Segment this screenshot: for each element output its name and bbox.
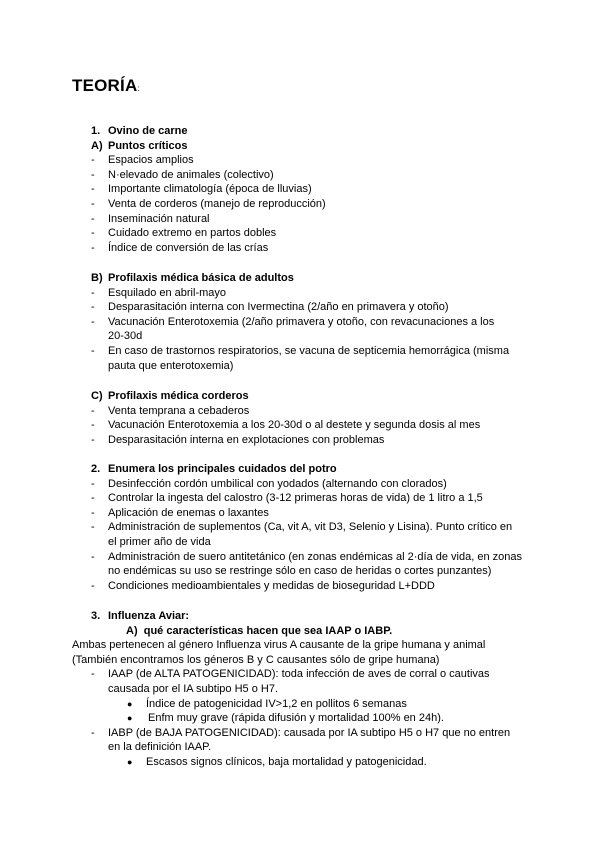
question-body: qué características hacen que sea IAAP o IABP.: [143, 624, 393, 637]
item-text: Cuidado extremo en partos dobles: [108, 227, 277, 240]
list-item: [0, 418, 600, 433]
dash-marker: -: [91, 419, 95, 432]
list-item: [0, 212, 600, 227]
dash-marker: -: [91, 521, 95, 534]
list-item: [0, 344, 600, 359]
item-text: Administración de suero antitetánico (en zonas endémicas al 2·día de vida, en zonas: [108, 550, 522, 563]
list-item: [0, 182, 600, 197]
list-item: [0, 197, 600, 212]
section-title: Ovino de carne: [108, 125, 188, 137]
list-item: [0, 286, 600, 301]
item-text: Desparasitación interna con Ivermectina (2/año en primavera y otoño): [108, 301, 449, 314]
paragraph-line: [0, 638, 600, 653]
list-item: [0, 667, 600, 682]
list-item: [0, 491, 600, 506]
bullet-text: Escasos signos clínicos, baja mortalidad y patogenicidad.: [146, 755, 427, 768]
list-item-continuation: [0, 682, 600, 697]
dash-marker: -: [91, 183, 95, 196]
list-item: [0, 226, 600, 241]
subsection-c: [0, 389, 600, 447]
item-text: Desparasitación interna en explotaciones con problemas: [108, 433, 385, 446]
list-item: [0, 241, 600, 256]
item-text: Venta de corderos (manejo de reproducción): [108, 197, 326, 210]
bullet-item: [0, 711, 600, 726]
item-text: Controlar la ingesta del calostro (3-12 primeras horas de vida) de 1 litro a 1,5: [108, 492, 483, 505]
subsection-title: Profilaxis médica básica de adultos: [108, 272, 294, 284]
item-text: Administración de suplementos (Ca, vit A, vit D3, Selenio y Lisina). Punto crítico en: [108, 521, 513, 534]
item-text: el primer año de vida: [108, 535, 211, 548]
dash-marker: -: [91, 197, 95, 210]
section-title: Influenza Aviar:: [108, 610, 190, 622]
bullet-marker: ●: [127, 713, 133, 724]
item-text: Aplicación de enemas o laxantes: [108, 506, 269, 519]
bullet-text: Índice de patogenicidad IV>1,2 en pollitos 6 semanas: [146, 697, 407, 710]
list-item-continuation: [0, 359, 600, 374]
bullet-item: [0, 697, 600, 712]
item-text: Desinfección cordón umbilical con yodados (alternando con clorados): [108, 477, 447, 490]
dash-marker: -: [91, 301, 95, 314]
dash-marker: -: [91, 344, 95, 357]
item-text: Importante climatología (época de lluvias): [108, 183, 312, 196]
list-item: [0, 477, 600, 492]
section-title: Enumera los principales cuidados del potro: [108, 463, 337, 475]
list-item: [0, 433, 600, 448]
list-item: [0, 300, 600, 315]
item-text: Vacunación Enterotoxemia a los 20-30d o al destete y segunda dosis al mes: [108, 419, 481, 432]
item-text: 20-30d: [108, 330, 143, 343]
list-item-continuation: [0, 740, 600, 755]
subsection-heading: [0, 139, 600, 154]
dash-marker: -: [91, 477, 95, 490]
item-text: En caso de trastornos respiratorios, se vacuna de septicemia hemorrágica (misma: [108, 344, 510, 357]
dash-marker: -: [91, 241, 95, 254]
item-text: en la definición IAAP.: [108, 741, 212, 754]
list-item: [0, 579, 600, 594]
dash-marker: -: [91, 726, 95, 739]
section-influenza: [0, 609, 600, 770]
item-text: Espacios amplios: [108, 154, 194, 167]
dash-marker: -: [91, 286, 95, 299]
dash-marker: -: [91, 668, 95, 681]
item-text: pauta que enterotoxemia): [108, 359, 234, 372]
dash-marker: -: [91, 506, 95, 519]
title-text: TEORÍA: [72, 76, 138, 95]
list-item: [0, 550, 600, 565]
item-text: IAAP (de ALTA PATOGENICIDAD): toda infección de aves de corral o cautivas: [108, 668, 490, 681]
list-item: [0, 726, 600, 741]
item-text: Índice de conversión de las crías: [108, 241, 269, 254]
item-text: IABP (de BAJA PATOGENICIDAD): causada por IA subtipo H5 o H7 que no entren: [108, 726, 511, 739]
section-number: 2.: [91, 463, 101, 475]
list-item-continuation: [0, 564, 600, 579]
paragraph-text: Ambas pertenecen al género Influenza virus A causante de la gripe humana y animal: [72, 639, 486, 652]
subsection-letter: B): [91, 272, 103, 284]
question-letter: A): [126, 624, 138, 637]
section-number: 3.: [91, 610, 101, 622]
subsection-heading: [0, 271, 600, 286]
section-heading: [0, 462, 600, 477]
question-heading: [0, 624, 600, 639]
paragraph-line: [0, 653, 600, 668]
bullet-marker: ●: [127, 756, 133, 767]
subsection-heading: [0, 389, 600, 404]
bullet-marker: ●: [127, 698, 133, 709]
bullet-item: [0, 755, 600, 770]
dash-marker: -: [91, 433, 95, 446]
section-ovino: [0, 124, 600, 255]
subsection-letter: C): [91, 390, 103, 402]
title-mark: :: [137, 84, 140, 93]
subsection-b: [0, 271, 600, 373]
item-text: Condiciones medioambientales y medidas de bioseguridad L+DDD: [108, 579, 435, 592]
dash-marker: -: [91, 404, 95, 417]
list-item: [0, 315, 600, 330]
section-number: 1.: [91, 125, 101, 137]
dash-marker: -: [91, 315, 95, 328]
list-item-continuation: [0, 329, 600, 344]
subsection-letter: A): [91, 139, 103, 152]
item-text: Esquilado en abril-mayo: [108, 286, 227, 299]
question-text: [126, 624, 392, 639]
subsection-title: Puntos críticos: [108, 139, 188, 152]
section-heading: [0, 124, 600, 139]
item-text: Vacunación Enterotoxemia (2/año primavera y otoño, con revacunaciones a los: [108, 315, 495, 328]
item-text: no endémicas su uso se restringe sólo en caso de heridas o cortes punzantes): [108, 565, 492, 578]
dash-marker: -: [91, 154, 95, 167]
section-heading: [0, 609, 600, 624]
item-text: Venta temprana a cebaderos: [108, 404, 250, 417]
dash-marker: -: [91, 227, 95, 240]
list-item: [0, 506, 600, 521]
section-potro: [0, 462, 600, 593]
list-item: [0, 404, 600, 419]
dash-marker: -: [91, 212, 95, 225]
dash-marker: -: [91, 168, 95, 181]
page-title: [72, 76, 140, 99]
subsection-title: Profilaxis médica corderos: [108, 390, 249, 402]
list-item: [0, 153, 600, 168]
dash-marker: -: [91, 492, 95, 505]
item-text: N·elevado de animales (colectivo): [108, 168, 274, 181]
bullet-text: Enfm muy grave (rápida difusión y mortalidad 100% en 24h).: [148, 712, 444, 725]
paragraph-text: (También encontramos los géneros B y C causantes sólo de gripe humana): [72, 653, 440, 666]
item-text: Inseminación natural: [108, 212, 210, 225]
item-text: causada por el IA subtipo H5 o H7.: [108, 682, 278, 695]
dash-marker: -: [91, 579, 95, 592]
list-item: [0, 168, 600, 183]
list-item: [0, 520, 600, 535]
dash-marker: -: [91, 550, 95, 563]
list-item-continuation: [0, 535, 600, 550]
